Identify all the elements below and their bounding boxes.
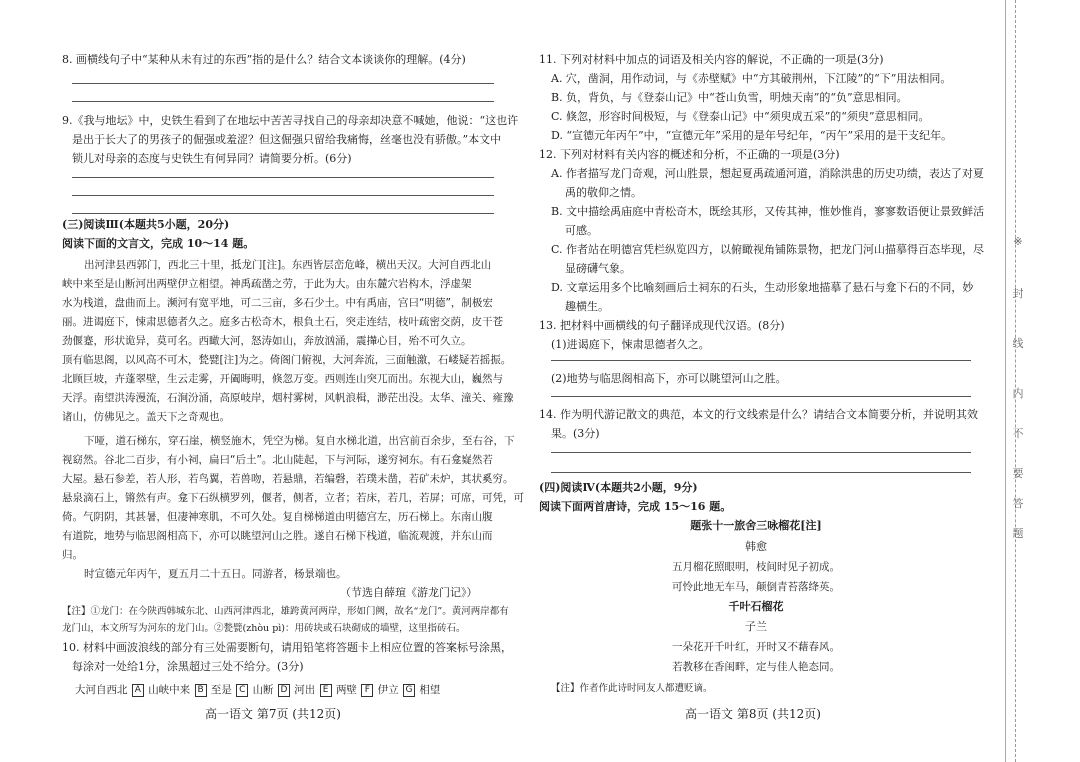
q10-box-b[interactable]: B: [195, 684, 207, 697]
text-line: 北顾巨坡，卉蓬翠壁，生云走雾，开阖晦明，倏忽万变。西则连山突兀而出。东视大山，巍然与: [62, 373, 503, 385]
text-line: 顶有临思阁，以风高不可木，甃甓[注]为之。倚阁门俯视，大河奔流，三面触激，石嵝疑若摇振。: [62, 354, 512, 366]
q10-box-d[interactable]: D: [278, 684, 290, 697]
question-10-line1: 10. 材料中画波浪线的部分有三处需要断句，请用铅笔将答题卡上相应位置的答案标号涂黑，: [62, 641, 512, 654]
text-line: 时宣德元年丙午，夏五月二十五日。同游者，杨景端也。: [84, 568, 347, 580]
text-line: 倚。气阴阴，其甚暑，但凄神寒肌，不可久处。复自梯梯道由明德宫左，历石梯上。东南山腹: [62, 511, 493, 523]
text-line: 劲偃蹇，形状诡异，莫可名。西瞰大河，怒涛如山，奔放汹涌，震攆心目，殆不可久立。: [62, 335, 472, 347]
seal-char: ※: [1013, 235, 1023, 248]
text-line: 大屋。悬石参差，若人形，若鸟翼，若兽吻，若悬鼎，若编磬，若璞未凿，若矿未炉，其状奚穷。: [62, 473, 514, 485]
question-14-line2: 果。(3分): [551, 427, 600, 440]
text-line: 出河津县西郭门，西北三十里，抵龙门[注]。东西皆层峦危峰，横出天汉。大河自西北山: [84, 259, 492, 271]
q10-seg: 伊立: [377, 684, 399, 696]
q10-box-c[interactable]: C: [236, 684, 248, 697]
answer-line[interactable]: [551, 452, 971, 453]
right-page: [525, 0, 987, 762]
q13-part2: (2)地势与临思阁相高下，亦可以眺望河山之胜。: [551, 372, 787, 385]
section-3-heading: (三)阅读Ⅲ(本题共5小题，20分): [62, 218, 230, 231]
answer-line[interactable]: [72, 83, 494, 84]
q12-option-b-cont: 可感。: [565, 224, 598, 237]
q13-part1: (1)进谒庭下，悚肃思德者久之。: [551, 338, 710, 351]
q11-option-d: D. “宣德元年丙午”中，“宣德元年”采用的是年号纪年，“丙午”采用的是干支纪年。: [551, 129, 953, 142]
q12-option-a-cont: 禹的敬仰之情。: [565, 186, 642, 199]
q12-option-d-cont: 趣横生。: [565, 300, 609, 313]
page-footer: 高一语文 第8页 (共12页): [685, 707, 821, 721]
q10-seg: 至是: [210, 684, 232, 696]
section-4-heading: (四)阅读Ⅳ(本题共2小题，9分): [539, 481, 698, 494]
seal-char: 线: [1012, 337, 1024, 350]
answer-line[interactable]: [72, 213, 494, 214]
question-9-line3: 锁儿对母亲的态度与史铁生有何异同？请简要分析。(6分): [72, 152, 352, 165]
text-line: 有道院，地势与临思阁相高下，亦可以眺望河山之胜。遂自石梯下栈道，临流观渡，并东山而: [62, 530, 493, 542]
text-line: 天浮。南望洪涛漫流，石涧汾涌，高原岐岸，烟村雾树，风帆浪楫，渺茫出没。太华、潼关、雍豫: [62, 392, 514, 404]
q10-seg: 大河自西北: [75, 684, 128, 696]
q11-option-c: C. 倏忽，形容时间极短，与《登泰山记》中“须臾成五采”的“须臾”意思相同。: [551, 110, 930, 123]
q10-seg: 两壁: [335, 684, 357, 696]
left-page: [0, 0, 524, 762]
question-12: 12. 下列对材料有关内容的概述和分析，不正确的一项是(3分): [539, 148, 840, 161]
q12-option-c-cont: 显磅礴气象。: [565, 262, 631, 275]
q11-option-b: B. 负，背负，与《登泰山记》中“苍山负雪，明烛天南”的“负”意思相同。: [551, 91, 908, 104]
binding-dashed-line: [1015, 0, 1017, 762]
seal-char: 题: [1012, 527, 1024, 540]
q10-seg: 河出: [294, 684, 316, 696]
question-13: 13. 把材料中画横线的句子翻译成现代汉语。(8分): [539, 319, 785, 332]
q10-seg: 山峡中来: [148, 684, 191, 696]
q10-box-a[interactable]: A: [132, 684, 144, 697]
text-line: 诸山，仿佛见之。盖天下之奇观也。: [62, 411, 230, 423]
seal-char: 内: [1012, 387, 1024, 400]
section-4-instruction: 阅读下面两首唐诗，完成 15～16 题。: [539, 500, 732, 513]
seal-char: 封: [1012, 287, 1024, 300]
question-9-line1: 9.《我与地坛》中，史铁生看到了在地坛中苦苦寻找自己的母亲却决意不喊她，他说：“这也许: [62, 114, 519, 127]
q10-box-g[interactable]: G: [403, 684, 415, 697]
page-footer: 高一语文 第7页 (共12页): [205, 707, 341, 721]
q12-option-c: C. 作者站在明德宫凭栏纵览四方，以俯瞰视角铺陈景物，把龙门河山描摹得百态毕现，尽: [551, 243, 985, 256]
q12-option-b: B. 文中描绘禹庙庭中青松奇木，既绘其形，又传其神，惟妙惟肖，寥寥数语便让景致鲜活: [551, 205, 985, 218]
question-11: 11. 下列对材料中加点的词语及相关内容的解说，不正确的一项是(3分): [539, 53, 884, 66]
poem2-title: 千叶石榴花: [728, 600, 784, 613]
source-citation: （节选自薛瑄《游龙门记》）: [340, 586, 478, 599]
q10-choices: [75, 680, 440, 700]
text-line: 视窈然。谷北二百步，有小祠，扁曰“后土”。北山陡起，下与河际，遂穷祠东。有石龛嶷然若: [62, 454, 493, 466]
text-line: 下哑，道石梯东，穿石崖，横竖施木，凭空为梯。复自水梯北道，出宫前百余步，至右谷，下: [84, 435, 515, 447]
seal-char: 要: [1012, 467, 1024, 480]
answer-line[interactable]: [72, 101, 494, 102]
q10-seg: 相望: [419, 684, 441, 696]
answer-line[interactable]: [72, 195, 494, 196]
answer-line[interactable]: [551, 472, 971, 473]
poem-note: 【注】作者作此诗时同友人都遭贬谪。: [551, 683, 713, 694]
poem2-line2: 若教移在香闺畔，定与佳人艳态同。: [672, 661, 840, 673]
poem1-title: 题张十一旅舍三咏榴花[注]: [690, 519, 822, 532]
q10-box-e[interactable]: E: [320, 684, 332, 697]
text-line: 水为栈道，盘曲而上。濒河有宽平地，可二三亩，多石少土。中有禹庙，宫曰“明德”，制极宏: [62, 297, 493, 309]
question-9-line2: 是出于长大了的男孩子的倔强或羞涩？但这倔强只留给我痛悔，丝毫也没有骄傲。”本文中: [72, 133, 502, 146]
note-line2: 龙门山，本文所写为河东的龙门山。②甃甓(zhòu pì)：用砖块或石块砌成的墙壁，这里指砖石。: [62, 623, 466, 634]
seal-char: 答: [1012, 497, 1024, 510]
poem1-author: 韩愈: [745, 540, 767, 553]
q10-box-f[interactable]: F: [361, 684, 373, 697]
answer-line[interactable]: [72, 177, 494, 178]
binding-line: [1005, 0, 1007, 762]
q12-option-a: A. 作者描写龙门奇观，河山胜景，想起夏禹疏通河道，消除洪患的历史功绩，表达了对夏: [551, 167, 984, 180]
note-line1: 【注】①龙门：在今陕西韩城东北、山西河津西北，雄跨黄河两岸，形如门阙，故名“龙门”。黄河两岸都有: [62, 606, 509, 617]
section-3-instruction: 阅读下面的文言文，完成 10～14 题。: [62, 237, 255, 250]
poem1-line2: 可怜此地无车马，颠倒青苔落绛英。: [672, 581, 840, 593]
text-line: 丽。进谒庭下，悚肃思德者久之。庭多古松奇木，根負土石，突走连结，枝叶疏密交荫，皮干苍: [62, 316, 503, 328]
poem2-line1: 一朵花开千叶红，开时又不藉春风。: [672, 641, 840, 653]
question-14-line1: 14. 作为明代游记散文的典范，本文的行文线索是什么？请结合文本简要分析，并说明其效: [539, 408, 978, 421]
answer-line[interactable]: [551, 360, 971, 361]
seal-char: 不: [1012, 427, 1024, 440]
poem1-line1: 五月榴花照眼明，枝间时见子初成。: [672, 561, 840, 573]
question-8: 8. 画横线句子中“某种从未有过的东西”指的是什么？结合文本谈谈你的理解。(4分): [62, 53, 466, 66]
answer-line[interactable]: [551, 396, 971, 397]
text-line: 归。: [62, 549, 83, 561]
q12-option-d: D. 文章运用多个比喻刻画后土祠东的石头，生动形象地描摹了悬石与龛下石的不同，妙: [551, 281, 974, 294]
text-line: 悬泉滴石上，锵然有声。龛下石纵横罗列，偃者，侧者，立者；若床，若几，若屏；可席，可凭，可: [62, 492, 524, 504]
question-10-line2: 每涂对一处给1分，涂黑超过三处不给分。(3分): [72, 660, 304, 673]
poem2-author: 子兰: [745, 620, 767, 633]
q10-seg: 山断: [252, 684, 274, 696]
text-line: 峡中来至是山断河出两壁伊立相望。神禹疏凿之劳，于此为大。由东麓穴岩构木，浮虚架: [62, 278, 472, 290]
q11-option-a: A. 穴，凿洞，用作动词，与《赤壁赋》中“方其破荆州，下江陵”的“下”用法相同。: [551, 72, 952, 85]
